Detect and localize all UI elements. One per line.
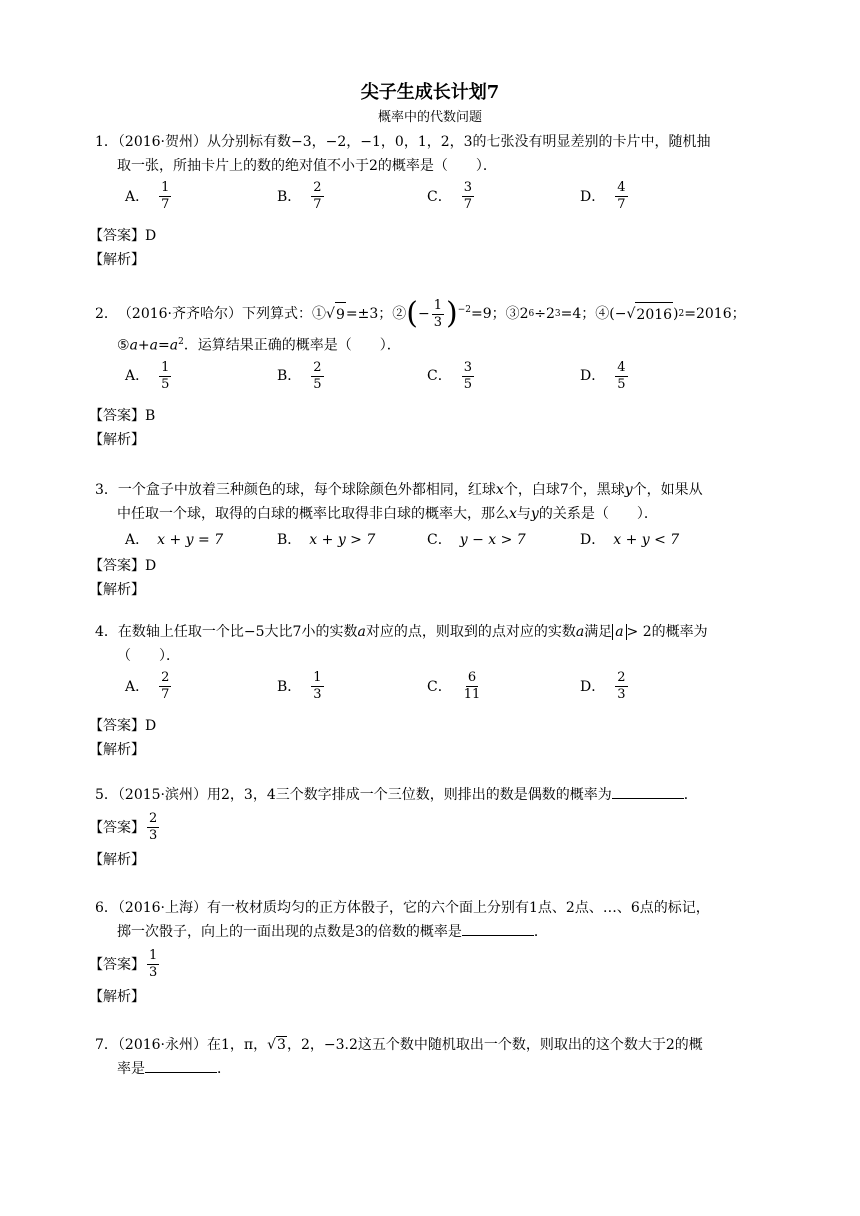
question-4-choices <box>95 670 775 714</box>
question-5 <box>89 783 775 872</box>
choice-c: C． $\frac{6}{11}$ <box>427 670 481 702</box>
question-7-line-1: 7．（2016·永州）在1，π，√3，2，−3.2这五个数中随机取出一个数，则取出的这个数大于2的概 <box>95 1037 703 1053</box>
question-1-line-1: 1．（2016·贺州）从分别标有数−3，−2，−1，0，1，2，3的七张没有明显差别的卡片中，随机抽 <box>95 134 711 150</box>
choice-c: C． $\frac{3}{5}$ <box>427 359 472 392</box>
analysis-line: 【解析】 <box>89 431 145 448</box>
answer-blank <box>145 1058 217 1073</box>
question-1-choices <box>95 180 775 224</box>
question-4 <box>89 620 775 762</box>
analysis-line: 【解析】 <box>89 582 145 598</box>
choice-b: B． $\frac{2}{7}$ <box>277 180 322 212</box>
question-6-line-2: 掷一次骰子，向上的一面出现的点数是3的倍数的概率是 ． <box>95 920 775 944</box>
question-5-line-1: 5．（2015·滨州）用2，3，4三个数字排成一个三位数，则排出的数是偶数的概率为 ． <box>95 783 775 807</box>
choice-a: A． $\frac{2}{7}$ <box>125 670 170 702</box>
choice-d: D． x + y < 7 <box>580 532 680 548</box>
choice-d: D． $\frac{4}{7}$ <box>580 180 626 212</box>
choice-d: D． $\frac{2}{3}$ <box>580 670 626 702</box>
choice-a: A． x + y = 7 <box>125 532 224 548</box>
choice-c: C． y − x > 7 <box>427 532 526 548</box>
question-6 <box>89 896 775 1009</box>
answer-line: 【答案】 B <box>89 407 156 424</box>
choice-b: B． $\frac{1}{3}$ <box>277 670 322 702</box>
answer-line: 【答案】 D <box>89 718 157 734</box>
document-title: 尖子生成长计划7 <box>360 82 500 103</box>
question-3-line-2: 中任取一个球，取得的白球的概率比取得非白球的概率大，那么x与y的关系是（ ）． <box>117 506 658 522</box>
question-1 <box>89 130 775 272</box>
answer-line: 【答案】 D <box>89 558 157 574</box>
question-7-line-2: 率是 ． <box>95 1057 775 1081</box>
analysis-line: 【解析】 <box>89 252 145 268</box>
question-4-line-2: （ ）． <box>117 648 180 664</box>
choice-b: B． $\frac{2}{5}$ <box>277 359 322 392</box>
question-4-line-1: 4．在数轴上任取一个比−5大比7小的实数a对应的点，则取到的点对应的实数a满足 a > 2的概率为 <box>95 624 708 640</box>
answer-blank <box>612 784 684 799</box>
choice-c: C． $\frac{3}{7}$ <box>427 180 472 212</box>
choice-a: A． $\frac{1}{5}$ <box>125 359 170 392</box>
answer-line: 【答案】 $\frac{2}{3}$ <box>89 811 158 843</box>
question-2-line-1: 2． （2016·齐齐哈尔） 下列算式：① √ 9 =±3；② ( − $\frac{1}{3}$ ) $^{-2}$ =9；③ 2 6 ÷2 3 =4；④ (− √ 2016 ) 2 =2016； <box>95 296 746 331</box>
question-3-line-1: 3．一个盒子中放着三种颜色的球，每个球除颜色外都相同，红球x个，白球7个，黑球y个，如果从 <box>95 482 703 498</box>
question-3-choices <box>95 528 775 554</box>
question-3 <box>89 478 775 602</box>
question-2-choices <box>95 360 775 404</box>
question-2 <box>89 296 775 452</box>
analysis-line: 【解析】 <box>89 989 145 1005</box>
question-1-line-2: 取一张，所抽卡片上的数的绝对值不小于2的概率是（ ）． <box>117 158 497 174</box>
answer-line: 【答案】 D <box>89 228 157 244</box>
choice-d: D． $\frac{4}{5}$ <box>580 359 626 392</box>
answer-blank <box>462 921 534 936</box>
question-6-line-1: 6．（2016·上海）有一枚材质均匀的正方体骰子，它的六个面上分别有1点、2点、…、6点的标记， <box>95 900 710 916</box>
choice-a: A． $\frac{1}{7}$ <box>125 180 170 212</box>
analysis-line: 【解析】 <box>89 852 145 868</box>
analysis-line: 【解析】 <box>89 742 145 758</box>
answer-line: 【答案】 $\frac{1}{3}$ <box>89 948 158 980</box>
question-2-line-2: $⑤a+a=a^2$．运算结果正确的概率是（ ）． <box>117 337 401 354</box>
document-subtitle: 概率中的代数问题 <box>377 110 482 125</box>
choice-b: B． x + y > 7 <box>277 532 376 548</box>
question-7 <box>95 1033 775 1081</box>
